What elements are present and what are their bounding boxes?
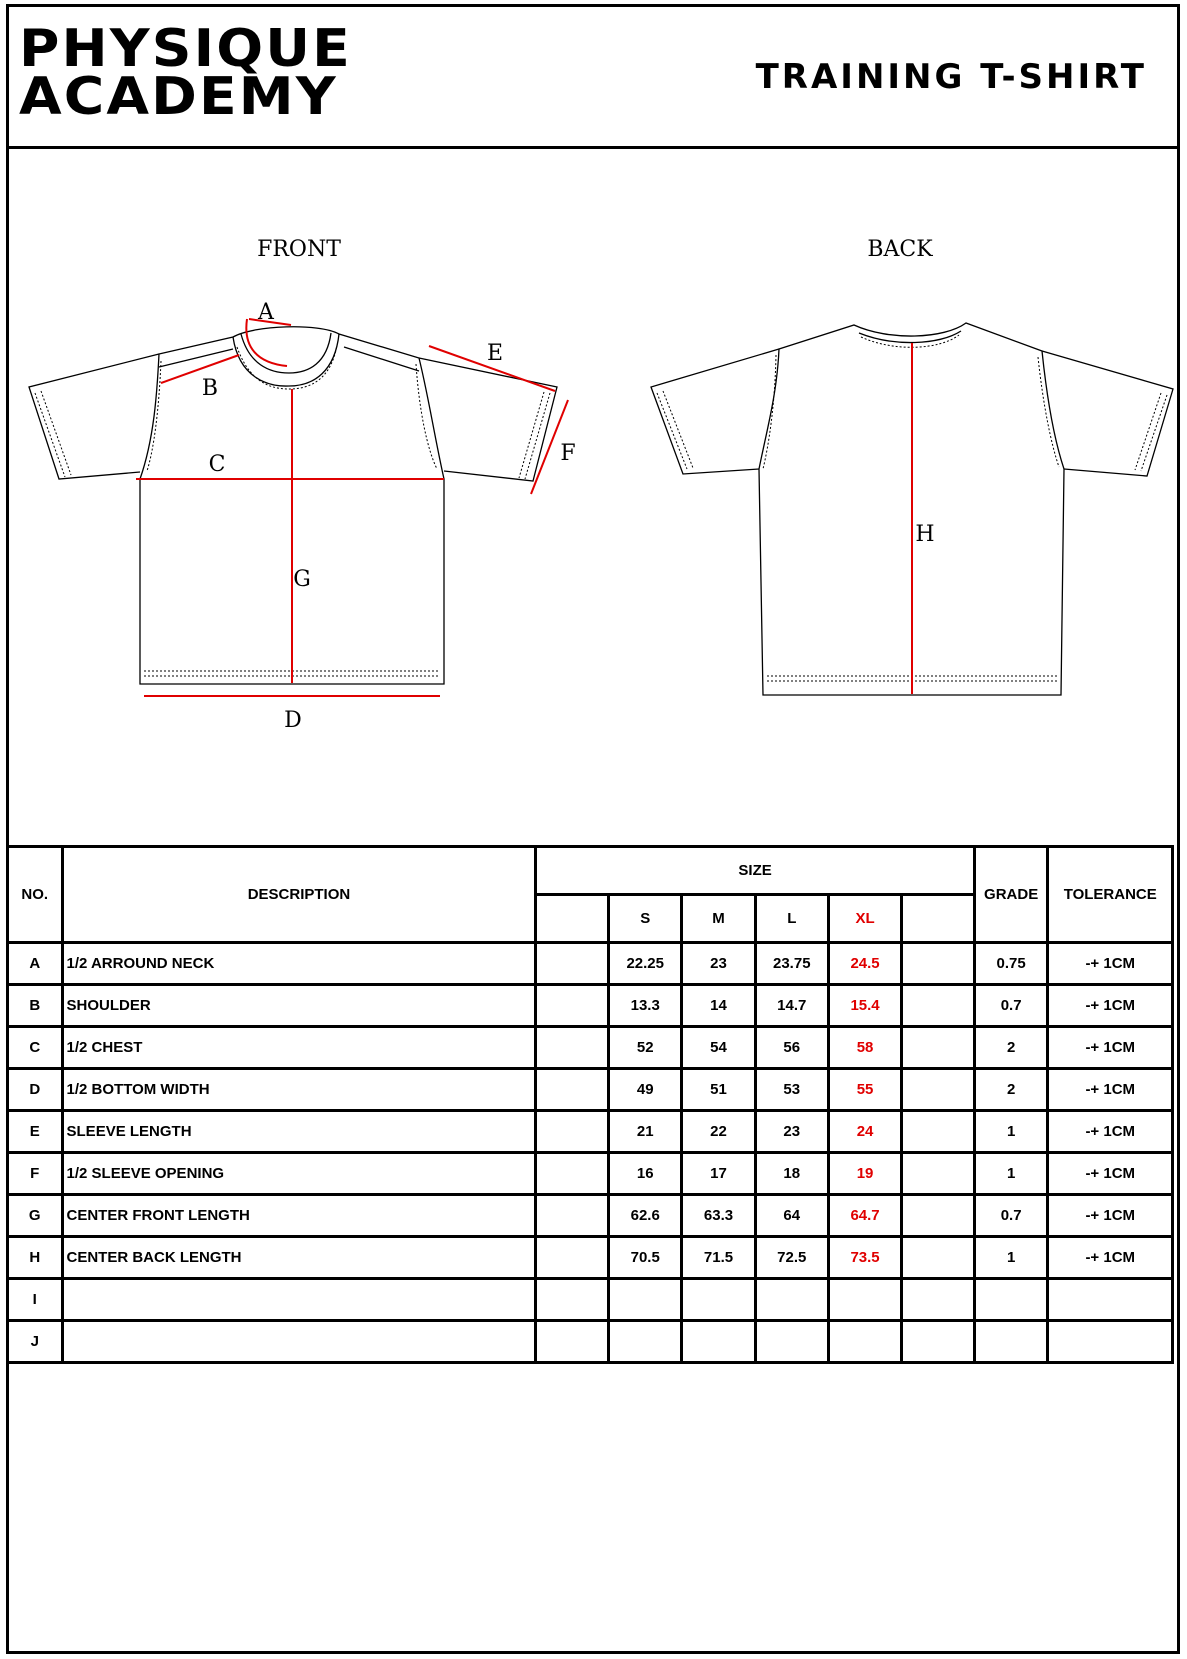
row-size-s: 13.3 [609,985,682,1027]
row-blank [536,1069,609,1111]
row-size-xl: 64.7 [828,1195,901,1237]
row-grade: 2 [974,1069,1048,1111]
table-row [8,985,1173,1027]
marker-c: C [208,452,226,477]
row-size-xl: 58 [828,1027,901,1069]
row-blank [536,1027,609,1069]
marker-e: E [486,341,504,366]
row-size-l: 64 [755,1195,828,1237]
row-size-m: 54 [682,1027,755,1069]
marker-d: D [284,708,302,733]
row-size-l: 53 [755,1069,828,1111]
row-grade [974,1321,1048,1363]
marker-f: F [560,441,576,466]
row-size-xl: 73.5 [828,1237,901,1279]
row-blank [536,1279,609,1321]
row-grade: 0.7 [974,1195,1048,1237]
table-row [8,1111,1173,1153]
brand-logo [19,19,352,127]
row-size-extra [902,1111,975,1153]
row-size-s: 62.6 [609,1195,682,1237]
header-size: SIZE [536,847,974,895]
row-size-s: 16 [609,1153,682,1195]
row-size-s [609,1321,682,1363]
garment-drawings [9,149,1177,849]
table-row [8,1195,1173,1237]
table-row [8,1237,1173,1279]
row-no: J [8,1321,63,1363]
row-size-m: 23 [682,943,755,985]
row-size-xl [828,1321,901,1363]
row-blank [536,1237,609,1279]
measure-line-b [161,355,239,383]
row-size-extra [902,1195,975,1237]
row-size-l: 23 [755,1111,828,1153]
row-size-m: 14 [682,985,755,1027]
row-size-s: 49 [609,1069,682,1111]
row-size-l: 18 [755,1153,828,1195]
row-size-extra [902,985,975,1027]
row-grade: 1 [974,1153,1048,1195]
row-size-extra [902,1237,975,1279]
row-size-m [682,1321,755,1363]
table-row [8,1153,1173,1195]
row-size-l: 56 [755,1027,828,1069]
row-no: E [8,1111,63,1153]
brand-line-1: PHYSIQUE [19,19,352,79]
size-l: L [755,895,828,943]
row-size-m: 71.5 [682,1237,755,1279]
row-description: 1/2 CHEST [62,1027,536,1069]
row-tolerance: -+ 1CM [1048,943,1173,985]
row-tolerance: -+ 1CM [1048,1153,1173,1195]
header [9,7,1177,149]
row-blank [536,1195,609,1237]
row-grade [974,1279,1048,1321]
row-tolerance: -+ 1CM [1048,985,1173,1027]
row-grade: 1 [974,1237,1048,1279]
row-size-l [755,1279,828,1321]
row-size-s: 22.25 [609,943,682,985]
row-no: A [8,943,63,985]
row-blank [536,985,609,1027]
row-tolerance: -+ 1CM [1048,1111,1173,1153]
row-no: I [8,1279,63,1321]
header-tolerance: TOLERANCE [1048,847,1173,943]
back-view-label: BACK [867,237,933,262]
row-size-l [755,1321,828,1363]
header-grade: GRADE [974,847,1048,943]
size-m: M [682,895,755,943]
row-blank [536,1111,609,1153]
row-tolerance: -+ 1CM [1048,1195,1173,1237]
row-size-xl: 19 [828,1153,901,1195]
row-size-s [609,1279,682,1321]
row-size-extra [902,1321,975,1363]
table-row [8,1027,1173,1069]
size-s: S [609,895,682,943]
row-description [62,1321,536,1363]
row-size-l: 14.7 [755,985,828,1027]
row-tolerance [1048,1279,1173,1321]
row-blank [536,1321,609,1363]
table-row [8,1279,1173,1321]
row-tolerance: -+ 1CM [1048,1027,1173,1069]
marker-a: A [258,300,274,325]
row-size-extra [902,1069,975,1111]
row-size-m: 22 [682,1111,755,1153]
row-description [62,1279,536,1321]
size-extra [902,895,975,943]
row-no: F [8,1153,63,1195]
row-no: G [8,1195,63,1237]
brand-line-2: ACADEMY [19,67,338,127]
row-size-xl: 55 [828,1069,901,1111]
row-description: CENTER FRONT LENGTH [62,1195,536,1237]
row-size-m: 17 [682,1153,755,1195]
row-size-xl: 24 [828,1111,901,1153]
row-size-extra [902,1153,975,1195]
row-description: CENTER BACK LENGTH [62,1237,536,1279]
size-xl: XL [828,895,901,943]
row-size-extra [902,943,975,985]
marker-h: H [915,522,935,547]
row-size-s: 70.5 [609,1237,682,1279]
table-row [8,1069,1173,1111]
table-row [8,943,1173,985]
row-size-m: 51 [682,1069,755,1111]
row-size-l: 23.75 [755,943,828,985]
row-no: B [8,985,63,1027]
garment-drawing-svg [9,149,1177,849]
row-size-xl: 24.5 [828,943,901,985]
measurement-rows [8,943,1173,1363]
row-no: H [8,1237,63,1279]
row-blank [536,1153,609,1195]
header-description: DESCRIPTION [62,847,536,943]
row-grade: 0.7 [974,985,1048,1027]
marker-b: B [201,376,219,401]
row-size-m [682,1279,755,1321]
row-description: SHOULDER [62,985,536,1027]
row-grade: 2 [974,1027,1048,1069]
measure-line-a [246,319,287,366]
header-no: NO. [8,847,63,943]
row-size-xl: 15.4 [828,985,901,1027]
row-description: 1/2 ARROUND NECK [62,943,536,985]
row-tolerance: -+ 1CM [1048,1069,1173,1111]
row-grade: 1 [974,1111,1048,1153]
measurement-table [6,845,1174,1364]
row-size-l: 72.5 [755,1237,828,1279]
front-view-label: FRONT [257,237,341,262]
row-size-extra [902,1027,975,1069]
row-description: SLEEVE LENGTH [62,1111,536,1153]
row-description: 1/2 BOTTOM WIDTH [62,1069,536,1111]
size-blank [536,895,609,943]
row-size-m: 63.3 [682,1195,755,1237]
row-tolerance: -+ 1CM [1048,1237,1173,1279]
marker-g: G [293,567,311,592]
row-grade: 0.75 [974,943,1048,985]
document-title: TRAINING T-SHIRT [755,57,1147,97]
table-row [8,1321,1173,1363]
row-description: 1/2 SLEEVE OPENING [62,1153,536,1195]
row-size-s: 21 [609,1111,682,1153]
row-size-s: 52 [609,1027,682,1069]
row-blank [536,943,609,985]
row-no: D [8,1069,63,1111]
row-no: C [8,1027,63,1069]
tech-pack-sheet [6,4,1180,1654]
row-tolerance [1048,1321,1173,1363]
row-size-extra [902,1279,975,1321]
row-size-xl [828,1279,901,1321]
